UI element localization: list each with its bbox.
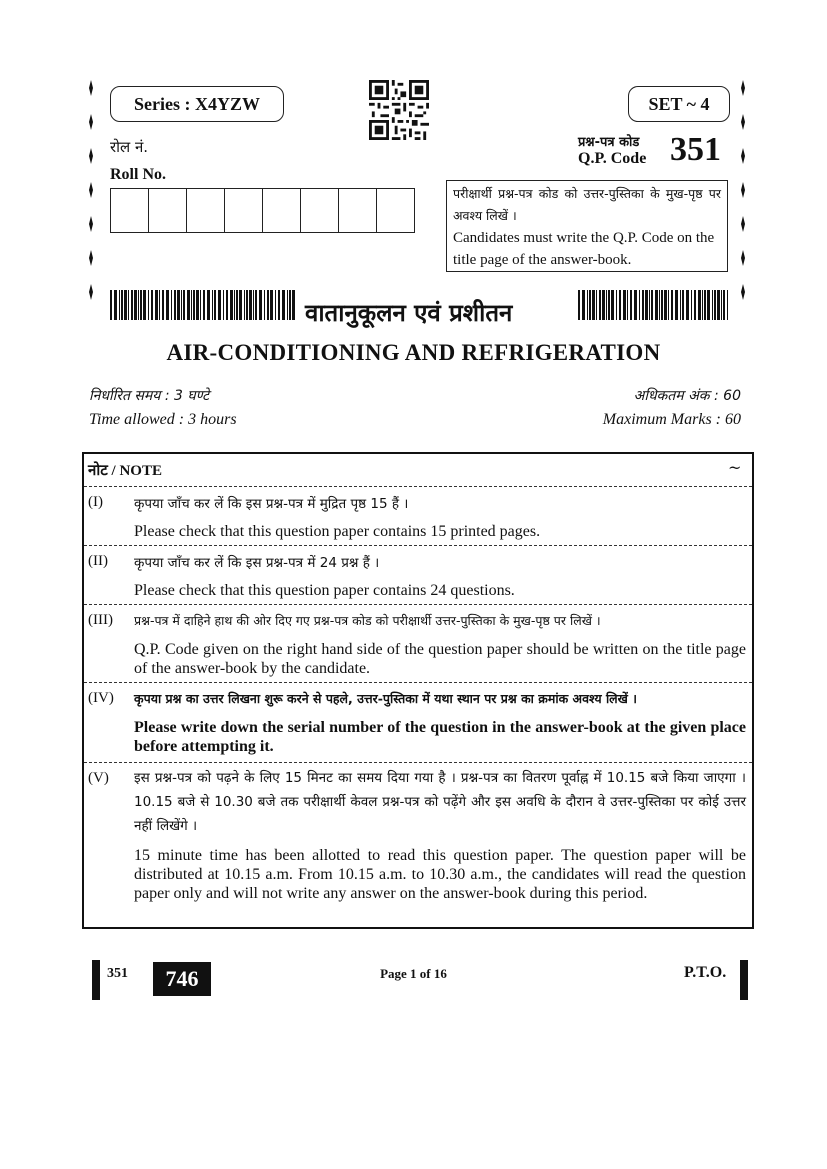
note-item-number: (IV): [88, 690, 114, 706]
roll-number-cell[interactable]: [263, 189, 301, 232]
roll-number-cell[interactable]: [111, 189, 149, 232]
note-separator: [84, 682, 752, 683]
qp-code-instruction-hindi: परीक्षार्थी प्रश्न-पत्र कोड को उत्तर-पुस्तिका के मुख-पृष्ठ पर अवश्य लिखें ।: [453, 186, 721, 223]
qr-code: [369, 80, 429, 140]
time-allowed-hindi: निर्धारित समय : 3 घण्टे: [89, 388, 210, 404]
qp-code-value: 351: [670, 131, 721, 168]
roll-number-label-hindi: रोल नं.: [110, 138, 149, 156]
note-tilde: ~: [728, 458, 742, 477]
note-item-number: (II): [88, 553, 108, 569]
note-item-english: Please check that this question paper contains 24 questions.: [134, 582, 515, 599]
note-item-number: (I): [88, 494, 103, 510]
barcode-left: [110, 290, 296, 320]
qp-code-instruction-box: [446, 180, 728, 272]
maximum-marks: Maximum Marks : 60: [602, 411, 741, 428]
series-label: Series : X4YZW: [110, 86, 284, 122]
registration-marks-left: [88, 80, 94, 300]
note-item-hindi: इस प्रश्न-पत्र को पढ़ने के लिए 15 मिनट का समय दिया गया है । प्रश्न-पत्र का वितरण पूर्वाह्न में 10.15 बजे किया जाएगा । 10.15 बजे से 10.30 बजे तक परीक्षार्थी केवल प्रश्न-पत्र को पढ़ेंगे और इस अवधि के दौरान वे उत्तर-पुस्तिका पर कोई उत्तर नहीं लिखेंगे ।: [134, 770, 746, 834]
note-heading: नोट / NOTE: [88, 463, 162, 479]
note-item-english: 15 minute time has been allotted to read this question paper. The question paper will be distributed at 10.15 a.m. From 10.15 a.m. to 10.30 a.m., the candidates will read the question paper only and will not write any answer on the answer-book during this period.: [134, 847, 746, 902]
note-item-number: (III): [88, 612, 113, 628]
roll-number-cell[interactable]: [377, 189, 414, 232]
note-item-hindi: कृपया जाँच कर लें कि इस प्रश्न-पत्र में 24 प्रश्न हैं ।: [134, 555, 380, 571]
subject-title-hindi: वातानुकूलन एवं प्रशीतन: [305, 299, 513, 327]
note-item-english: Q.P. Code given on the right hand side of the question paper should be written on the title page of the answer-book by the candidate.: [134, 641, 746, 677]
note-separator: [84, 545, 752, 546]
roll-number-cell[interactable]: [339, 189, 377, 232]
note-item-hindi: कृपया प्रश्न का उत्तर लिखना शुरू करने से पहले, उत्तर-पुस्तिका में यथा स्थान पर प्रश्न का क्रमांक अवश्य लिखें ।: [134, 691, 637, 706]
note-item-hindi: प्रश्न-पत्र में दाहिने हाथ की ओर दिए गए प्रश्न-पत्र कोड को परीक्षार्थी उत्तर-पुस्तिका के मुख-पृष्ठ पर लिखें ।: [134, 613, 601, 628]
note-separator: [84, 486, 752, 487]
pto-label: P.T.O.: [684, 964, 727, 981]
roll-number-cell[interactable]: [149, 189, 187, 232]
note-item-english: Please write down the serial number of the question in the answer-book at the given place before attempting it.: [134, 719, 746, 755]
note-item-english: Please check that this question paper contains 15 printed pages.: [134, 523, 541, 540]
registration-marks-right: [740, 80, 746, 300]
page-number: Page 1 of 16: [380, 966, 447, 981]
roll-number-cell[interactable]: [225, 189, 263, 232]
footer-bar-right: [740, 960, 748, 1000]
maximum-marks-hindi: अधिकतम अंक : 60: [633, 388, 741, 404]
qp-code-label-hindi: प्रश्न-पत्र कोड: [578, 135, 640, 150]
roll-number-cell[interactable]: [187, 189, 225, 232]
note-item-number: (V): [88, 770, 109, 786]
qp-code-label: Q.P. Code: [578, 150, 647, 167]
footer-code: 351: [107, 966, 128, 981]
qp-code-instruction-english: Candidates must write the Q.P. Code on the title page of the answer-book.: [453, 230, 715, 268]
note-separator: [84, 762, 752, 763]
footer-box-number: 746: [153, 962, 211, 996]
roll-number-label: Roll No.: [110, 166, 166, 183]
roll-number-cell[interactable]: [301, 189, 339, 232]
note-separator: [84, 604, 752, 605]
barcode-right: [578, 290, 728, 320]
subject-title: AIR-CONDITIONING AND REFRIGERATION: [166, 340, 661, 365]
set-label: SET ~ 4: [628, 86, 730, 122]
time-allowed: Time allowed : 3 hours: [89, 411, 237, 428]
note-item-hindi: कृपया जाँच कर लें कि इस प्रश्न-पत्र में मुद्रित पृष्ठ 15 हैं ।: [134, 496, 409, 512]
roll-number-boxes[interactable]: [110, 188, 415, 233]
